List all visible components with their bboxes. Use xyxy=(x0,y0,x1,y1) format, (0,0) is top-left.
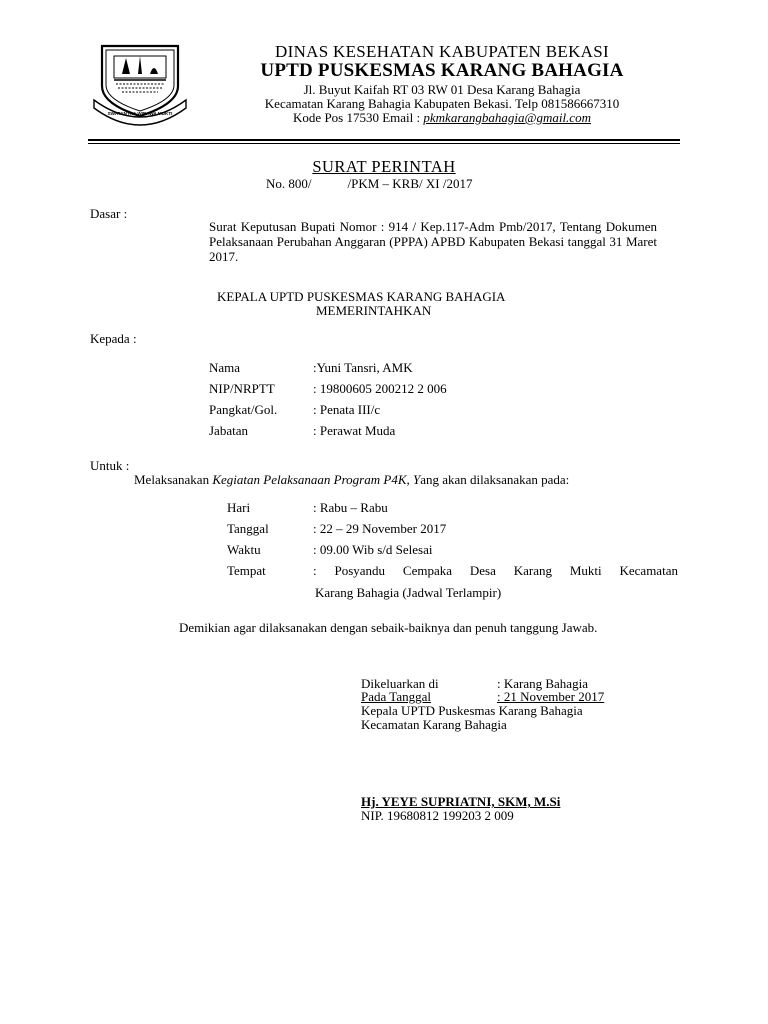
field-label-nama: Nama xyxy=(209,360,241,375)
field-value-pangkat: : Penata III/c xyxy=(313,402,381,417)
address-line-1: Jl. Buyut Kaifah RT 03 RW 01 Desa Karang Bahagia xyxy=(303,82,581,97)
closing-statement: Demikian agar dilaksanakan dengan sebaik-baiknya dan penuh tanggung Jawab. xyxy=(179,620,598,635)
place-word: Posyandu xyxy=(334,563,386,578)
untuk-label: Untuk : xyxy=(90,458,130,473)
schedule-label-hari: Hari xyxy=(227,500,251,515)
task-description xyxy=(134,472,569,487)
email-link[interactable]: pkmkarangbahagia@gmail.com xyxy=(423,110,591,125)
letter-title: SURAT PERINTAH xyxy=(312,157,456,176)
field-value-jabatan: : Perawat Muda xyxy=(313,423,396,438)
schedule-label-waktu: Waktu xyxy=(227,542,261,557)
place-word: : xyxy=(313,563,317,578)
address-line-2: Kecamatan Karang Bahagia Kabupaten Bekasi. Telp 081586667310 xyxy=(264,96,620,111)
order-heading-line-2: MEMERINTAHKAN xyxy=(316,303,432,318)
schedule-label-tempat: Tempat xyxy=(227,563,266,578)
task-prefix: Melaksanakan xyxy=(134,472,213,487)
logo-motto: SWATANTRA WIBAWA MUKTI xyxy=(107,111,173,116)
field-label-jabatan: Jabatan xyxy=(209,423,248,438)
dasar-text: Surat Keputusan Bupati Nomor : 914 / Kep.117-Adm Pmb/2017, Tentang Dokumen Pelaksanaan Perubahan Anggaran (PPPA) APBD Kabupaten Bekasi tanggal 31 Maret 2017. xyxy=(209,219,657,264)
date-value: : 21 November 2017 xyxy=(497,689,605,704)
date-label: Pada Tanggal xyxy=(361,689,431,704)
kepada-label: Kepada : xyxy=(90,331,137,346)
letter-number-suffix: /PKM – KRB/ XI /2017 xyxy=(347,176,473,191)
bekasi-regency-logo-icon xyxy=(92,42,188,126)
letter-number xyxy=(266,176,472,192)
agency-name: DINAS KESEHATAN KABUPATEN BEKASI xyxy=(275,42,609,61)
place-word: Kecamatan xyxy=(619,563,678,578)
place-word: Mukti xyxy=(569,563,602,578)
schedule-label-tanggal: Tanggal xyxy=(227,521,269,536)
place-word: Desa xyxy=(469,563,496,578)
header-rule-thick xyxy=(88,139,680,141)
schedule-value-waktu: : 09.00 Wib s/d Selesai xyxy=(313,542,433,557)
place-word: Cempaka xyxy=(402,563,452,578)
address-line-3 xyxy=(200,110,684,126)
schedule-value-tempat-line-2: Karang Bahagia (Jadwal Terlampir) xyxy=(315,585,502,600)
header-rule-thin xyxy=(88,143,680,144)
dasar-label: Dasar : xyxy=(90,206,128,221)
signer-nip: NIP. 19680812 199203 2 009 xyxy=(361,808,514,823)
schedule-value-hari: : Rabu – Rabu xyxy=(313,500,388,515)
unit-name: UPTD PUSKESMAS KARANG BAHAGIA xyxy=(260,60,624,81)
signer-position-2: Kecamatan Karang Bahagia xyxy=(361,717,507,732)
task-suffix: ang akan dilaksanakan pada: xyxy=(420,472,570,487)
issued-value: : Karang Bahagia xyxy=(497,676,588,691)
schedule-value-tanggal: : 22 – 29 November 2017 xyxy=(313,521,447,536)
order-heading-line-1: KEPALA UPTD PUSKESMAS KARANG BAHAGIA xyxy=(217,289,506,304)
postal-code-label: Kode Pos 17530 Email : xyxy=(293,110,424,125)
signer-position-1: Kepala UPTD Puskesmas Karang Bahagia xyxy=(361,703,583,718)
place-word: Karang xyxy=(513,563,552,578)
signer-name: Hj. YEYE SUPRIATNI, SKM, M.Si xyxy=(361,794,561,809)
task-program: Kegiatan Pelaksanaan Program P4K, Y xyxy=(212,472,421,487)
schedule-value-tempat-line-1 xyxy=(313,563,678,578)
field-label-pangkat: Pangkat/Gol. xyxy=(209,402,278,417)
field-value-nip: : 19800605 200212 2 006 xyxy=(313,381,447,396)
field-value-nama: :Yuni Tansri, AMK xyxy=(313,360,413,375)
letter-number-prefix: No. 800/ xyxy=(266,176,312,191)
field-label-nip: NIP/NRPTT xyxy=(209,381,275,396)
issued-label: Dikeluarkan di xyxy=(361,676,439,691)
